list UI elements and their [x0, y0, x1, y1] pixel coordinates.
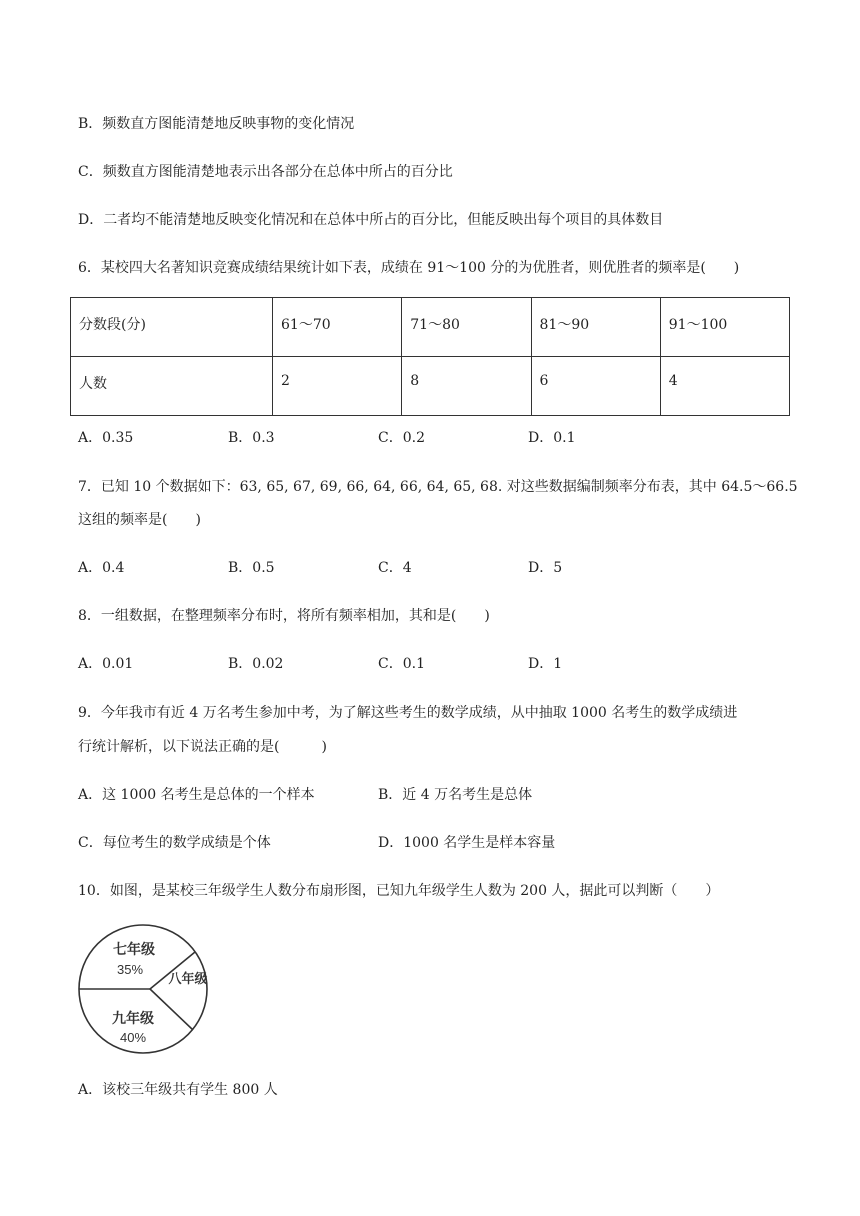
- q7-option-d[interactable]: D．5: [528, 560, 563, 576]
- score-table: [70, 297, 790, 416]
- grade7-percent: 35%: [116, 962, 144, 977]
- grade8-label: 八年级: [168, 971, 208, 986]
- question-7: 7．已知 10 个数据如下：63, 65, 67, 69, 66, 64, 66, 64, 65, 68. 对这些数据编制频率分布表，其中 64.5～66.5: [78, 479, 798, 495]
- grade-pie-figure: [76, 922, 216, 1056]
- q7-option-b[interactable]: B．0.5: [228, 560, 275, 576]
- grade9-label: 九年级: [112, 1010, 154, 1026]
- question-6: 6．某校四大名著知识竞赛成绩结果统计如下表，成绩在 91～100 分的为优胜者，则优胜者的频率是( ): [78, 260, 740, 276]
- table-cell: 61～70: [273, 298, 402, 357]
- question-7-cont: 这组的频率是( ): [78, 512, 201, 528]
- table-cell: 8: [402, 357, 531, 416]
- grade9-percent: 40%: [119, 1030, 147, 1045]
- question-10: 10．如图，是某校三年级学生人数分布扇形图，已知九年级学生人数为 200 人，据此可以判断（ ）: [78, 883, 720, 899]
- q6-option-a[interactable]: A．0.35: [78, 430, 134, 446]
- question-8: 8．一组数据，在整理频率分布时，将所有频率相加，其和是( ): [78, 608, 490, 624]
- q9-option-a[interactable]: A．这 1000 名考生是总体的一个样本: [78, 787, 315, 803]
- table-cell: 人数: [71, 357, 273, 416]
- q7-option-a[interactable]: A．0.4: [78, 560, 125, 576]
- q8-option-c[interactable]: C．0.1: [378, 656, 425, 672]
- table-cell: 71～80: [402, 298, 531, 357]
- table-cell: 91～100: [660, 298, 789, 357]
- q6-option-b[interactable]: B．0.3: [228, 430, 275, 446]
- q8-option-a[interactable]: A．0.01: [78, 656, 134, 672]
- grade7-label: 七年级: [113, 941, 155, 957]
- question-9: 9．今年我市有近 4 万名考生参加中考，为了解这些考生的数学成绩，从中抽取 1000 名考生的数学成绩进: [78, 705, 738, 721]
- q9-option-d[interactable]: D．1000 名学生是样本容量: [378, 835, 556, 851]
- q6-option-c[interactable]: C．0.2: [378, 430, 425, 446]
- table-cell: 4: [660, 357, 789, 416]
- table-row: [71, 357, 790, 416]
- table-cell: 81～90: [531, 298, 660, 357]
- table-cell: 6: [531, 357, 660, 416]
- question-9-cont: 行统计解析，以下说法正确的是( ): [78, 739, 327, 755]
- q9-option-b[interactable]: B．近 4 万名考生是总体: [378, 787, 533, 803]
- q10-option-a[interactable]: A．该校三年级共有学生 800 人: [78, 1082, 278, 1098]
- option-c-line: C．频数直方图能清楚地表示出各部分在总体中所占的百分比: [78, 164, 453, 180]
- option-b-line: B．频数直方图能清楚地反映事物的变化情况: [78, 116, 355, 132]
- q9-option-c[interactable]: C．每位考生的数学成绩是个体: [78, 835, 271, 851]
- option-d-line: D．二者均不能清楚地反映变化情况和在总体中所占的百分比，但能反映出每个项目的具体数目: [78, 212, 664, 228]
- table-cell: 2: [273, 357, 402, 416]
- q8-option-b[interactable]: B．0.02: [228, 656, 284, 672]
- q7-option-c[interactable]: C．4: [378, 560, 412, 576]
- q6-option-d[interactable]: D．0.1: [528, 430, 576, 446]
- q8-option-d[interactable]: D．1: [528, 656, 563, 672]
- table-row: [71, 298, 790, 357]
- table-cell: 分数段(分): [71, 298, 273, 357]
